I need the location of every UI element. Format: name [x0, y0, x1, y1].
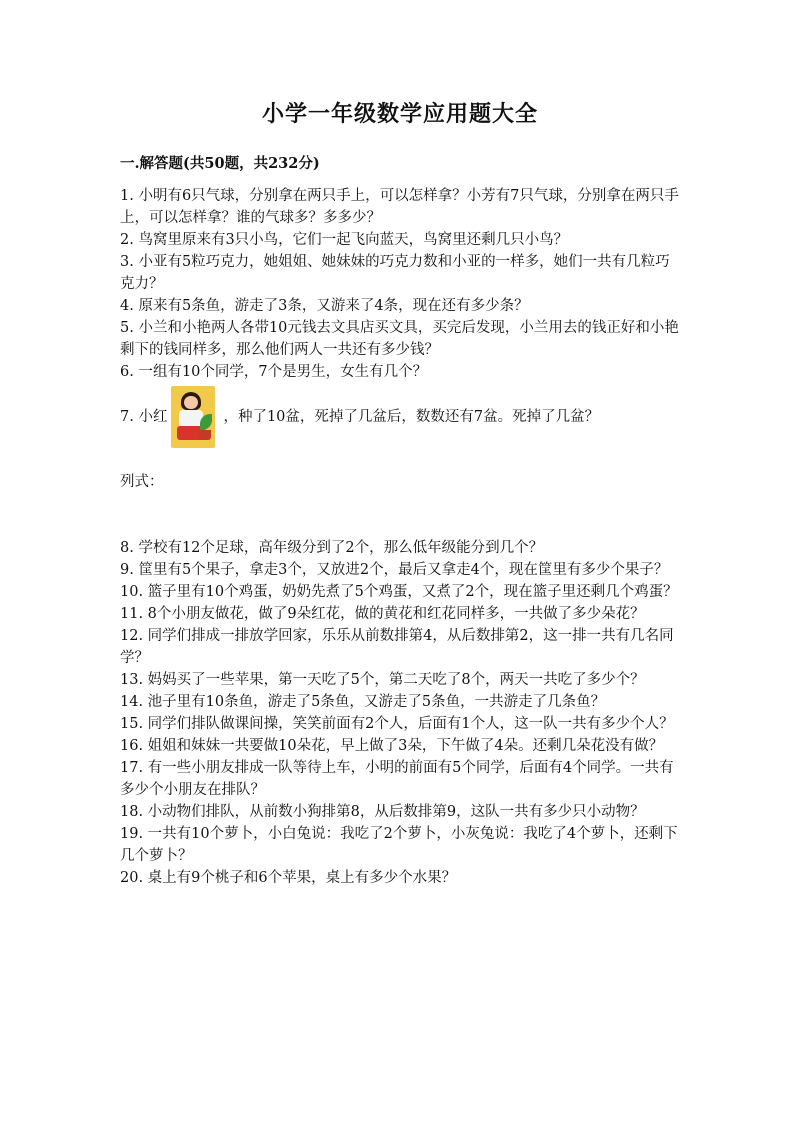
question-item: 12. 同学们排成一排放学回家，乐乐从前数排第4，从后数排第2，这一排一共有几名同学？: [120, 628, 674, 666]
question-item: 6. 一组有10个同学，7个是男生，女生有几个？: [120, 364, 428, 380]
question-item: 13. 妈妈买了一些苹果，第一天吃了5个，第二天吃了8个，两天一共吃了多少个？: [120, 672, 645, 688]
question-item: 14. 池子里有10条鱼，游走了5条鱼，又游走了5条鱼，一共游走了几条鱼？: [120, 694, 606, 710]
girl-planting-flower-picture: [171, 386, 215, 448]
question-item: 19. 一共有10个萝卜，小白兔说：我吃了2个萝卜，小灰兔说：我吃了4个萝卜，还剩下几个萝卜？: [120, 826, 678, 864]
question-item: 5. 小兰和小艳两人各带10元钱去文具店买文具，买完后发现，小兰用去的钱正好和小艳剩下的钱同样多，那么他们两人一共还有多少钱？: [120, 320, 679, 358]
questions-part-1: [120, 185, 680, 383]
question-item: 1. 小明有6只气球，分别拿在两只手上，可以怎样拿？小芳有7只气球，分别拿在两只手上，可以怎样拿？谁的气球多？多多少？: [120, 188, 679, 226]
formula-label: 列式：: [120, 474, 164, 490]
question-item: 20. 桌上有9个桃子和6个苹果，桌上有多少个水果？: [120, 870, 457, 886]
question-item: 18. 小动物们排队，从前数小狗排第8，从后数排第9，这队一共有多少只小动物？: [120, 804, 645, 820]
question-item: 8. 学校有12个足球，高年级分到了2个，那么低年级能分到几个？: [120, 540, 544, 556]
question-item: 17. 有一些小朋友排成一队等待上车，小明的前面有5个同学，后面有4个同学。一共有多少个小朋友在排队？: [120, 760, 674, 798]
question-7-start: 7. 小红: [120, 409, 168, 425]
question-item: 11. 8个小朋友做花，做了9朵红花，做的黄花和红花同样多，一共做了多少朵花？: [120, 606, 645, 622]
question-7-end: ，种了10盆，死掉了几盆后，数数还有7盆。死掉了几盆？: [223, 409, 600, 425]
question-list: [120, 185, 680, 889]
question-item: 2. 鸟窝里原来有3只小鸟，它们一起飞向蓝天，鸟窝里还剩几只小鸟？: [120, 232, 569, 248]
question-7: [120, 385, 680, 449]
question-item: 10. 篮子里有10个鸡蛋，奶奶先煮了5个鸡蛋，又煮了2个，现在篮子里还剩几个鸡蛋？: [120, 584, 678, 600]
question-item: 15. 同学们排队做课间操，笑笑前面有2个人，后面有1个人，这一队一共有多少个人？: [120, 716, 674, 732]
page-title: 小学一年级数学应用题大全: [261, 101, 538, 127]
question-item: 9. 筐里有5个果子，拿走3个，又放进2个，最后又拿走4个，现在筐里有多少个果子？: [120, 562, 669, 578]
answer-space: [120, 493, 680, 537]
question-item: 3. 小亚有5粒巧克力，她姐姐、她妹妹的巧克力数和小亚的一样多，她们一共有几粒巧克力？: [120, 254, 670, 292]
question-item: 16. 姐姐和妹妹一共要做10朵花，早上做了3朵，下午做了4朵。还剩几朵花没有做？: [120, 738, 664, 754]
question-item: 4. 原来有5条鱼，游走了3条，又游来了4条，现在还有多少条？: [120, 298, 529, 314]
section-heading: 一.解答题(共50题，共232分): [120, 155, 320, 172]
questions-part-2: [120, 537, 680, 889]
